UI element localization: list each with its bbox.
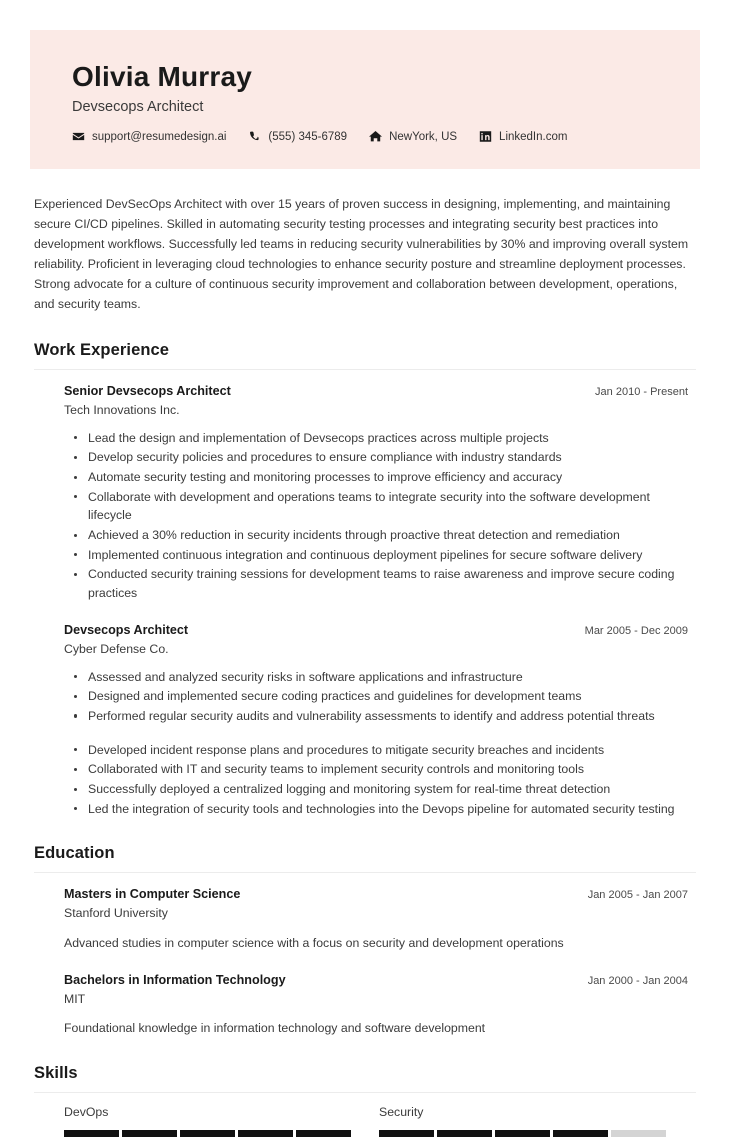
work-entry xyxy=(64,621,700,819)
phone-icon xyxy=(248,130,261,143)
work-entry-role: Devsecops Architect xyxy=(64,622,189,637)
skill-level-segment xyxy=(122,1130,177,1137)
education-divider xyxy=(34,872,696,873)
contact-list xyxy=(72,130,658,143)
education-school: MIT xyxy=(64,991,86,1006)
section-work-experience xyxy=(30,341,700,819)
skill-level-segment xyxy=(495,1130,550,1137)
candidate-name: Olivia Murray xyxy=(72,61,253,92)
bullet-item: Collaborated with IT and security teams to implement security controls and monitoring tools xyxy=(86,760,688,779)
work-entry-bullets xyxy=(64,429,688,603)
education-degree: Masters in Computer Science xyxy=(64,887,241,902)
bullet-item: Designed and implemented secure coding practices and guidelines for development teams xyxy=(86,687,688,706)
bullet-item: Implemented continuous integration and continuous deployment pipelines for secure software delivery xyxy=(86,546,688,565)
bullet-item: Successfully deployed a centralized logging and monitoring system for real-time threat detection xyxy=(86,780,688,799)
bullet-item: Lead the design and implementation of Devsecops practices across multiple projects xyxy=(86,429,688,448)
candidate-job-title: Devsecops Architect xyxy=(72,98,204,115)
linkedin-icon xyxy=(479,130,492,143)
work-entry-role: Senior Devsecops Architect xyxy=(64,383,231,398)
bullet-item: Conducted security training sessions for development teams to raise awareness and improve secure coding practices xyxy=(86,565,688,602)
skills-heading: Skills xyxy=(34,1063,78,1082)
bullet-item: Led the integration of security tools and technologies into the Devops pipeline for automated security testing xyxy=(86,800,688,819)
skill-level-segment xyxy=(553,1130,608,1137)
bullet-item: Developed incident response plans and procedures to mitigate security breaches and incidents xyxy=(86,741,688,760)
contact-location[interactable] xyxy=(369,130,457,143)
education-heading: Education xyxy=(34,844,115,863)
contact-phone-label: (555) 345-6789 xyxy=(268,130,348,143)
education-description: Advanced studies in computer science with a focus on security and development operations xyxy=(64,936,564,951)
education-entry xyxy=(64,885,700,952)
work-entry-bullets xyxy=(64,668,688,819)
education-date: Jan 2000 - Jan 2004 xyxy=(587,974,688,987)
skill-name: DevOps xyxy=(64,1104,109,1119)
professional-summary: Experienced DevSecOps Architect with over 15 years of proven success in designing, implementing, and maintaining secure CI/CD pipelines. Skilled in automating security testing processes and integrating security best practices into development workflows. Successfully led teams in reducing security vulnerabilities by 30% and improving overall system reliability. Proficient in leveraging cloud technologies to enhance security posture and streamline deployment processes. Strong advocate for a culture of continuous security improvement and collaboration between development, operations, and security teams. xyxy=(34,197,689,311)
contact-linkedin-label: LinkedIn.com xyxy=(499,130,568,143)
work-entry-company: Tech Innovations Inc. xyxy=(64,402,180,417)
work-entry-company: Cyber Defense Co. xyxy=(64,641,169,656)
work-entry-header xyxy=(64,621,688,640)
skill-level-bar xyxy=(64,1130,351,1137)
skill-name: Security xyxy=(379,1104,424,1119)
skill-level-segment xyxy=(238,1130,293,1137)
bullet-item: Collaborate with development and operations teams to integrate security into the software development lifecycle xyxy=(86,488,688,525)
education-school: Stanford University xyxy=(64,906,168,921)
home-icon xyxy=(369,130,382,143)
resume-body xyxy=(0,341,730,1137)
education-entry-header xyxy=(64,885,688,904)
bullet-item: Performed regular security audits and vulnerability assessments to identify and address potential threats xyxy=(86,707,688,726)
work-entry xyxy=(64,382,700,603)
contact-phone[interactable] xyxy=(248,130,347,143)
education-description: Foundational knowledge in information technology and software development xyxy=(64,1021,486,1036)
section-skills xyxy=(30,1064,700,1137)
section-education xyxy=(30,844,700,1037)
education-entry-header xyxy=(64,971,688,990)
contact-location-label: NewYork, US xyxy=(389,130,458,143)
skill-level-segment xyxy=(611,1130,666,1137)
skill-level-segment xyxy=(180,1130,235,1137)
bullet-item: Assessed and analyzed security risks in software applications and infrastructure xyxy=(86,668,688,687)
work-entry-list xyxy=(30,382,700,819)
skill-item xyxy=(64,1105,351,1137)
skill-level-bar xyxy=(379,1130,666,1137)
skill-level-segment xyxy=(437,1130,492,1137)
education-entry-list xyxy=(30,885,700,1037)
education-degree: Bachelors in Information Technology xyxy=(64,972,286,987)
skills-grid xyxy=(64,1105,666,1137)
work-entry-date: Mar 2005 - Dec 2009 xyxy=(584,624,688,637)
skill-level-segment xyxy=(64,1130,119,1137)
contact-linkedin[interactable] xyxy=(479,130,567,143)
skills-divider xyxy=(34,1092,696,1093)
education-entry xyxy=(64,971,700,1038)
bullet-item: Develop security policies and procedures to ensure compliance with industry standards xyxy=(86,448,688,467)
skill-item xyxy=(379,1105,666,1137)
bullet-item: Achieved a 30% reduction in security incidents through proactive threat detection and remediation xyxy=(86,526,688,545)
skill-level-segment xyxy=(296,1130,351,1137)
resume-page xyxy=(0,30,730,1119)
contact-email[interactable] xyxy=(72,130,226,143)
contact-email-label: support@resumedesign.ai xyxy=(92,130,227,143)
envelope-icon xyxy=(72,130,85,143)
work-experience-divider xyxy=(34,369,696,370)
education-date: Jan 2005 - Jan 2007 xyxy=(587,889,688,902)
bullet-item: Automate security testing and monitoring processes to improve efficiency and accuracy xyxy=(86,468,688,487)
resume-header xyxy=(30,30,700,169)
work-entry-header xyxy=(64,382,688,401)
work-experience-heading: Work Experience xyxy=(34,340,170,359)
work-entry-date: Jan 2010 - Present xyxy=(595,385,688,398)
skill-level-segment xyxy=(379,1130,434,1137)
